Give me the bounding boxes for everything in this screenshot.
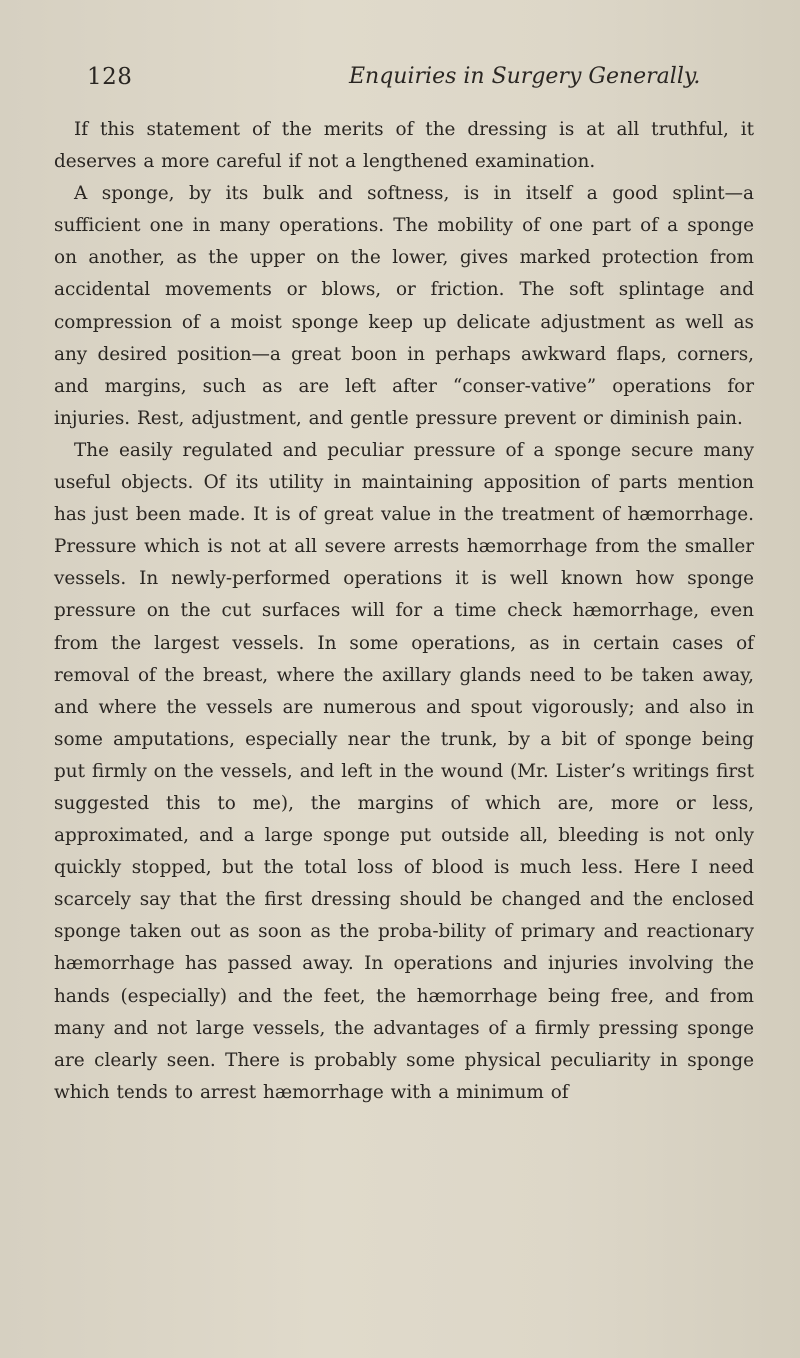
body-text (54, 114, 754, 1109)
paragraph: If this statement of the merits of the dressing is at all truthful, it deserves a more careful if not a lengthened examination. (54, 119, 754, 173)
running-head: Enquiries in Surgery Generally. (349, 64, 701, 89)
paragraph: The easily regulated and peculiar pressure of a sponge secure many useful objects. Of its utility in maintaining apposition of parts mention has just been made. It is of great value in the treatment of hæmorrhage. Pressure which is not at all severe arrests hæmorrhage from the smaller vessels. In newly-performed operations it is well known how sponge pressure on the cut surfaces will for a time check hæmorrhage, even from the largest vessels. In some operations, as in certain cases of removal of the breast, where the axillary glands need to be taken away, and where the vessels are numerous and spout vigorously; and also in some amputations, especially near the trunk, by a bit of sponge being put firmly on the vessels, and left in the wound (Mr. Lister’s writings first suggested this to me), the margins of which are, more or less, approximated, and a large sponge put outside all, bleeding is not only quickly stopped, but the total loss of blood is much less. Here I need scarcely say that the first dressing should be changed and the enclosed sponge taken out as soon as the proba-bility of primary and reactionary hæmorrhage has passed away. In operations and injuries involving the hands (especially) and the feet, the hæmorrhage being free, and from many and not large vessels, the advantages of a firmly pressing sponge are clearly seen. There is probably some physical peculiarity in sponge which tends to arrest hæmorrhage with a minimum of (54, 439, 754, 1103)
page-header (87, 64, 777, 104)
paragraph: A sponge, by its bulk and softness, is in itself a good splint—a sufficient one in many operations. The mobility of one part of a sponge on another, as the upper on the lower, gives marked protection from accidental movements or blows, or friction. The soft splintage and compression of a moist sponge keep up delicate adjustment as well as any desired position—a great boon in perhaps awkward flaps, corners, and margins, such as are left after “conser-vative” operations for injuries. Rest, adjustment, and gentle pressure prevent or diminish pain. (54, 183, 754, 429)
page-number: 128 (87, 64, 133, 90)
